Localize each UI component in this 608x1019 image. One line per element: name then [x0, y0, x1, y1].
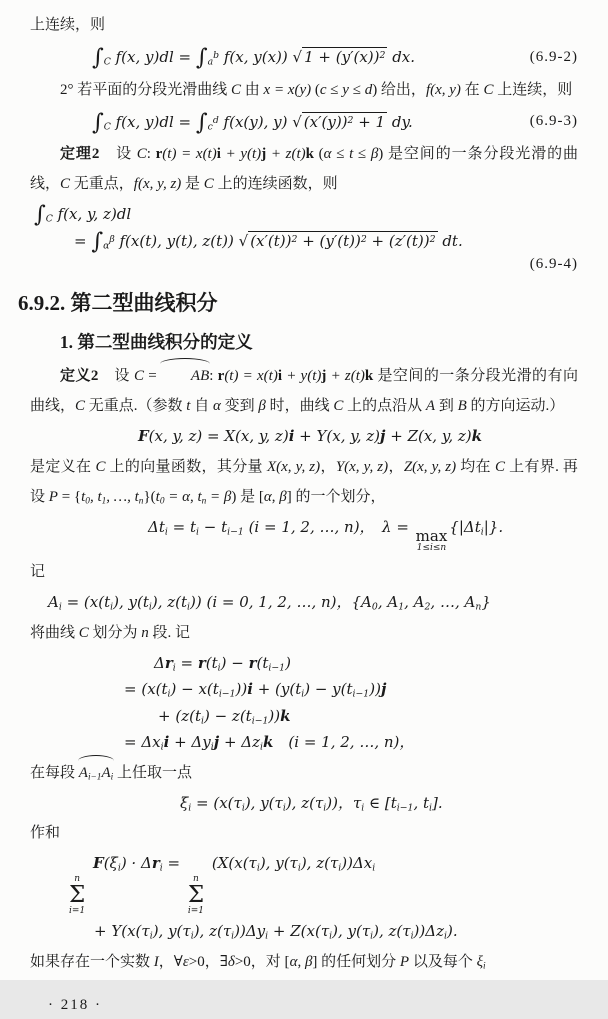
paragraph-case2: 2° 若平面的分段光滑曲线 C 由 x = x(y) (c ≤ y ≤ d) 给出，f(x, y) 在 C 上连续，则	[60, 81, 573, 98]
equation-delta-r-line2: = $(x(t_i) - x(t_{i-1}))i + (y(t_i) - y(t_{i-1}))j$	[124, 680, 387, 700]
equation-riemann-sum-line1: n Σ i=1 $F(\xi_i) \cdot \Delta r_i$ = n Σ i=1 ($X(x(\tau_i)$, $y(\tau_i)$, $z(\tau_i))\Delta x_i$	[69, 854, 376, 916]
equation-6-9-3-body: $\int_C$ f(x, $y)dl = \int_c^d$ f(x(y), y) √ $(x'(y))^2 + 1$ dy.	[92, 109, 413, 136]
equation-partition: $\Delta t_i = t_i - t_{i-1}$ (i = 1, 2, …, n)， λ = max 1≤i≤n $\{|\Delta t_i|\}$.	[148, 517, 504, 554]
equation-delta-r-line4: = $\Delta x_ii + \Delta y_ij + \Delta z_ik$ (i = 1, 2, …, n)，	[124, 733, 415, 753]
paragraph-each-segment: 在每段 $A_{i-1}A_i$ 上任取一点	[30, 758, 578, 788]
paragraph-definition2: 定义2 设 C = AB: r(t) = x(t)i + y(t)j + z(t)k 是空间的一条分段光滑的有向曲线，C 无重点.（参数 t 自 α 变到 β 时，曲线 C 上的点沿从 A 到 B 的方向运动.）	[30, 361, 578, 421]
subsection-heading: 1. 第二型曲线积分的定义	[59, 332, 253, 352]
equation-points-Ai: $A_i = (x(t_i)$, $y(t_i)$, $z(t_i)$) (i = 0, 1, 2, …, n)，{$A_0$, $A_1$, $A_2$, …, $A_n$}	[48, 593, 491, 613]
paragraph-continuous: 上连续，则	[30, 17, 106, 33]
equation-riemann-sum-line2: + $Y(x(\tau_i)$, $y(\tau_i)$, $z(\tau_i))\Delta y_i + Z(x(\tau_i)$, $y(\tau_i)$, $z(\tau_i))\Delta z_i$).	[94, 922, 458, 942]
equation-6-9-2-number: (6.9-2)	[529, 48, 578, 65]
equation-6-9-4-number: (6.9-4)	[529, 256, 578, 272]
equation-delta-r-line1: $\Delta r_i = r(t_i) - r(t_{i-1})$	[154, 653, 291, 674]
equation-6-9-4-line2: = $\int_\alpha^\beta$ f(x(t), y(t), z(t)) √ $(x'(t))^2 + (y'(t))^2 + (z'(t))^2$ dt.	[74, 228, 463, 255]
paragraph-exists-real: 如果存在一个实数 I，∀ε>0，∃δ>0，对 [α, β] 的任何划分 P 以及每个 $\xi_i$	[30, 953, 486, 971]
section-heading: 6.9.2. 第二型曲线积分	[18, 291, 218, 315]
paragraph-theorem2: 定理2 设 C: r(t) = x(t)i + y(t)j + z(t)k (α ≤ t ≤ β) 是空间的一条分段光滑的曲线，C 无重点，f(x, y, z) 是 C 上的连续函数，则	[30, 146, 579, 192]
equation-6-9-2	[30, 46, 578, 69]
paragraph-vector-function: 是定义在 C 上的向量函数，其分量 X(x, y, z)，Y(x, y, z)，Z(x, y, z) 均在 C 上有界. 再设 $P = \{t_0$, $t_1$, …, $t_n\}(t_0 = \alpha$, $t_n = \beta$) 是 [α, β] 的一个划分，	[30, 458, 578, 506]
page-number: · 218 ·	[48, 996, 102, 1013]
equation-6-9-4-line1: $\int_C$ f(x, y, z)dl	[34, 201, 132, 228]
equation-riemann-sum	[30, 852, 578, 942]
equation-6-9-2-body: $\int_C$ f(x, $y)dl = \int_a^b$ f(x, y(x)) √ $1 + (y'(x))^2$ dx.	[92, 44, 416, 71]
equation-6-9-4	[30, 203, 578, 273]
paragraph-form-sum: 作和	[30, 825, 61, 842]
equation-delta-r-line3: + $(z(t_i) - z(t_{i-1}))k$	[158, 706, 291, 727]
equation-vector-field: F(x, y, z) = X(x, y, z)i + Y(x, y, z)j + Z(x, y, z)k	[138, 427, 483, 445]
paragraph-note: 记	[30, 564, 46, 581]
equation-6-9-3-number: (6.9-3)	[529, 113, 578, 130]
equation-6-9-3	[30, 111, 578, 134]
equation-delta-r	[30, 652, 578, 754]
equation-xi-point: $\xi_i = (x(\tau_i)$, $y(\tau_i)$, $z(\tau_i)$)，$\tau_i$ ∈ [$t_{i-1}$, $t_i$].	[180, 793, 443, 814]
paragraph-divide-curve: 将曲线 C 划分为 n 段. 记	[30, 624, 191, 641]
